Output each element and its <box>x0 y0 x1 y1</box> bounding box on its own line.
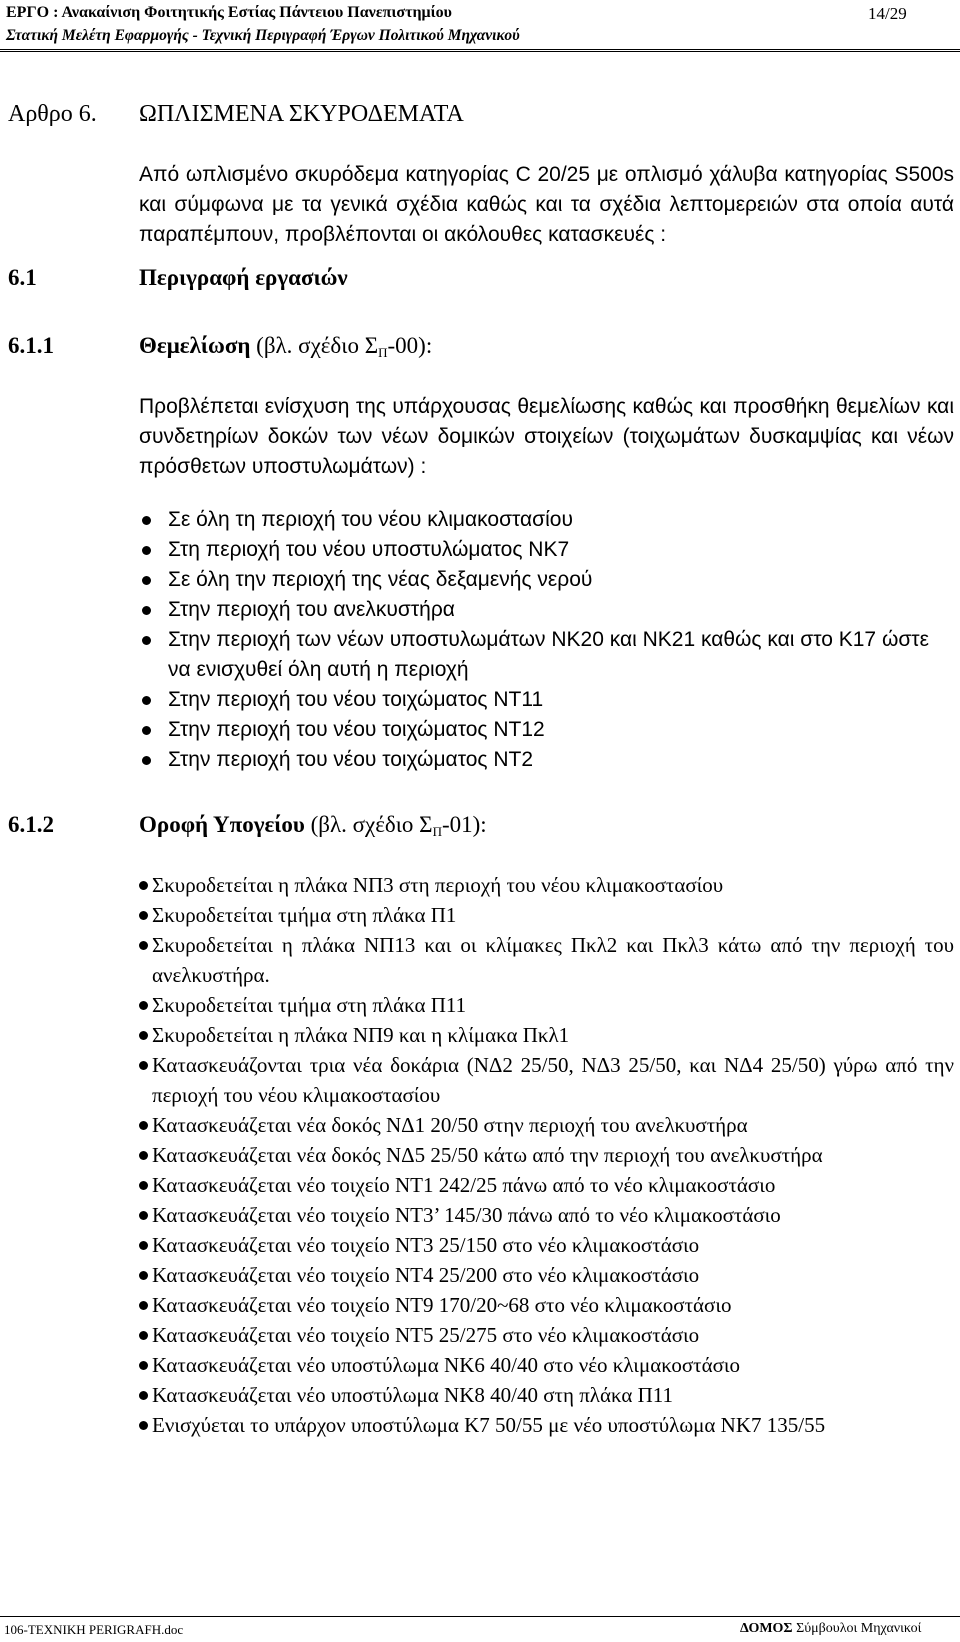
section-6-1-1-paragraph: Προβλέπεται ενίσχυση της υπάρχουσας θεμελίωσης καθώς και προσθήκη θεμελίων και συνδετηρίων δοκών των νέων δομικών στοιχείων (τοιχωμάτων δυσκαμψίας και νέων πρόσθετων υποστυλωμάτων) : <box>139 395 954 478</box>
bullet-icon <box>142 726 151 735</box>
list-item: Σκυροδετείται τμήμα στη πλάκα Π1 <box>0 900 960 930</box>
footer-company-name: ΔΟΜΟΣ <box>740 1621 793 1636</box>
list-item: Στην περιοχή του ανελκυστήρα <box>0 595 960 625</box>
section-6-1-1-title: Θεμελίωση <box>139 333 251 358</box>
section-6-1-2-title: Οροφή Υπογείου <box>139 812 305 837</box>
foundation-list <box>0 505 960 775</box>
page-number: 14/29 <box>868 4 907 23</box>
article-label: Αρθρο 6. <box>8 101 97 127</box>
bullet-icon <box>139 1151 148 1160</box>
section-6-1-1-heading <box>139 333 432 361</box>
bullet-icon <box>139 1031 148 1040</box>
list-item: Στην περιοχή του νέου τοιχώματος ΝΤ2 <box>0 745 960 775</box>
article-title: ΩΠΛΙΣΜΕΝΑ ΣΚΥΡΟΔΕΜΑΤΑ <box>139 101 464 127</box>
bullet-icon <box>142 756 151 765</box>
bullet-icon <box>139 1331 148 1340</box>
bullet-icon <box>142 516 151 525</box>
bullet-icon <box>142 636 151 645</box>
section-6-1-2-ref: (βλ. σχέδιο Σ <box>304 812 433 837</box>
list-item: Κατασκευάζεται νέο υποστύλωμα ΝΚ8 40/40 στη πλάκα Π11 <box>0 1380 960 1410</box>
article-intro: Από ωπλισμένο σκυρόδεμα κατηγορίας C 20/25 με οπλισμό χάλυβα κατηγορίας S500s και σύμφωνα με τα γενικά σχέδια καθώς και τα σχέδια λεπτομερειών στα οποία αυτά παραπέμπουν, προβλέπονται οι ακόλουθες κατασκευές : <box>139 163 954 246</box>
list-item: Κατασκευάζεται νέο τοιχείο ΝΤ3 25/150 στο νέο κλιμακοστάσιο <box>0 1230 960 1260</box>
section-6-1-1-ref-end: -00): <box>387 333 433 358</box>
section-6-1-1-number: 6.1.1 <box>8 333 54 358</box>
list-item: Στη περιοχή του νέου υποστυλώματος ΝΚ7 <box>0 535 960 565</box>
list-item: Κατασκευάζεται νέο τοιχείο ΝΤ4 25/200 στο νέο κλιμακοστάσιο <box>0 1260 960 1290</box>
bullet-icon <box>139 881 148 890</box>
bullet-icon <box>139 1301 148 1310</box>
list-item: Κατασκευάζεται νέο τοιχείο ΝΤ1 242/25 πάνω από το νέο κλιμακοστάσιο <box>0 1170 960 1200</box>
footer-company-rest: Σύμβουλοι Μηχανικοί <box>792 1621 922 1636</box>
section-6-1-number: 6.1 <box>8 265 37 290</box>
bullet-icon <box>142 606 151 615</box>
section-6-1-1-ref: (βλ. σχέδιο Σ <box>250 333 379 358</box>
footer-filename: 106-ΤΕΧΝΙΚΗ PERIGRAFH.doc <box>4 1622 184 1637</box>
list-item: Κατασκευάζεται νέο τοιχείο ΝΤ9 170/20~68 στο νέο κλιμακοστάσιο <box>0 1290 960 1320</box>
bullet-icon <box>139 1181 148 1190</box>
section-6-1-title: Περιγραφή εργασιών <box>139 265 348 290</box>
bullet-icon <box>139 1001 148 1010</box>
bullet-icon <box>139 1391 148 1400</box>
bullet-icon <box>139 1421 148 1430</box>
header-project-title: ΕΡΓΟ : Ανακαίνιση Φοιτητικής Εστίας Πάντειου Πανεπιστημίου <box>6 4 452 21</box>
bullet-icon <box>139 1061 148 1070</box>
list-item: Κατασκευάζεται νέο τοιχείο ΝΤ3’ 145/30 πάνω από το νέο κλιμακοστάσιο <box>0 1200 960 1230</box>
list-item: Σκυροδετείται τμήμα στη πλάκα Π11 <box>0 990 960 1020</box>
list-item: Κατασκευάζεται νέο τοιχείο ΝΤ5 25/275 στο νέο κλιμακοστάσιο <box>0 1320 960 1350</box>
list-item: Κατασκευάζεται νέο υποστύλωμα ΝΚ6 40/40 στο νέο κλιμακοστάσιο <box>0 1350 960 1380</box>
section-6-1-2-ref-end: -01): <box>441 812 487 837</box>
section-6-1-2-ref-sub: Π <box>432 824 442 839</box>
section-6-1-2-heading <box>139 812 487 840</box>
list-item: Κατασκευάζεται νέα δοκός ΝΔ5 25/50 κάτω από την περιοχή του ανελκυστήρα <box>0 1140 960 1170</box>
bullet-icon <box>139 1241 148 1250</box>
list-item: Σκυροδετείται η πλάκα ΝΠ3 στη περιοχή του νέου κλιμακοστασίου <box>0 870 960 900</box>
list-item: Στην περιοχή του νέου τοιχώματος ΝΤ12 <box>0 715 960 745</box>
header-divider <box>0 49 960 55</box>
header-study-title: Στατική Μελέτη Εφαρμογής - Τεχνική Περιγραφή Έργων Πολιτικού Μηχανικού <box>6 27 520 44</box>
footer-company <box>740 1621 921 1637</box>
bullet-icon <box>139 1211 148 1220</box>
bullet-icon <box>139 1271 148 1280</box>
bullet-icon <box>139 941 148 950</box>
list-item: Κατασκευάζονται τρια νέα δοκάρια (ΝΔ2 25/50, ΝΔ3 25/50, και ΝΔ4 25/50) γύρω από την περιοχή του νέου κλιμακοστασίου <box>0 1050 960 1110</box>
list-item: Στην περιοχή του νέου τοιχώματος ΝΤ11 <box>0 685 960 715</box>
section-6-1-2-number: 6.1.2 <box>8 812 54 837</box>
basement-roof-list <box>0 870 960 1440</box>
bullet-icon <box>142 696 151 705</box>
list-item: Κατασκευάζεται νέα δοκός ΝΔ1 20/50 στην περιοχή του ανελκυστήρα <box>0 1110 960 1140</box>
list-item: Σε όλη την περιοχή της νέας δεξαμενής νερού <box>0 565 960 595</box>
list-item: Ενισχύεται το υπάρχον υποστύλωμα Κ7 50/55 με νέο υποστύλωμα ΝΚ7 135/55 <box>0 1410 960 1440</box>
section-6-1-1-ref-sub: Π <box>378 345 388 360</box>
bullet-icon <box>139 911 148 920</box>
bullet-icon <box>142 546 151 555</box>
bullet-icon <box>139 1361 148 1370</box>
bullet-icon <box>139 1121 148 1130</box>
footer-divider <box>0 1616 960 1617</box>
list-item: Σε όλη τη περιοχή του νέου κλιμακοστασίου <box>0 505 960 535</box>
list-item: Σκυροδετείται η πλάκα ΝΠ9 και η κλίμακα Πκλ1 <box>0 1020 960 1050</box>
list-item: Στην περιοχή των νέων υποστυλωμάτων ΝΚ20 και ΝΚ21 καθώς και στο Κ17 ώστε να ενισχυθεί όλη αυτή η περιοχή <box>0 625 960 685</box>
list-item: Σκυροδετείται η πλάκα ΝΠ13 και οι κλίμακες Πκλ2 και Πκλ3 κάτω από την περιοχή του ανελκυστήρα. <box>0 930 960 990</box>
bullet-icon <box>142 576 151 585</box>
